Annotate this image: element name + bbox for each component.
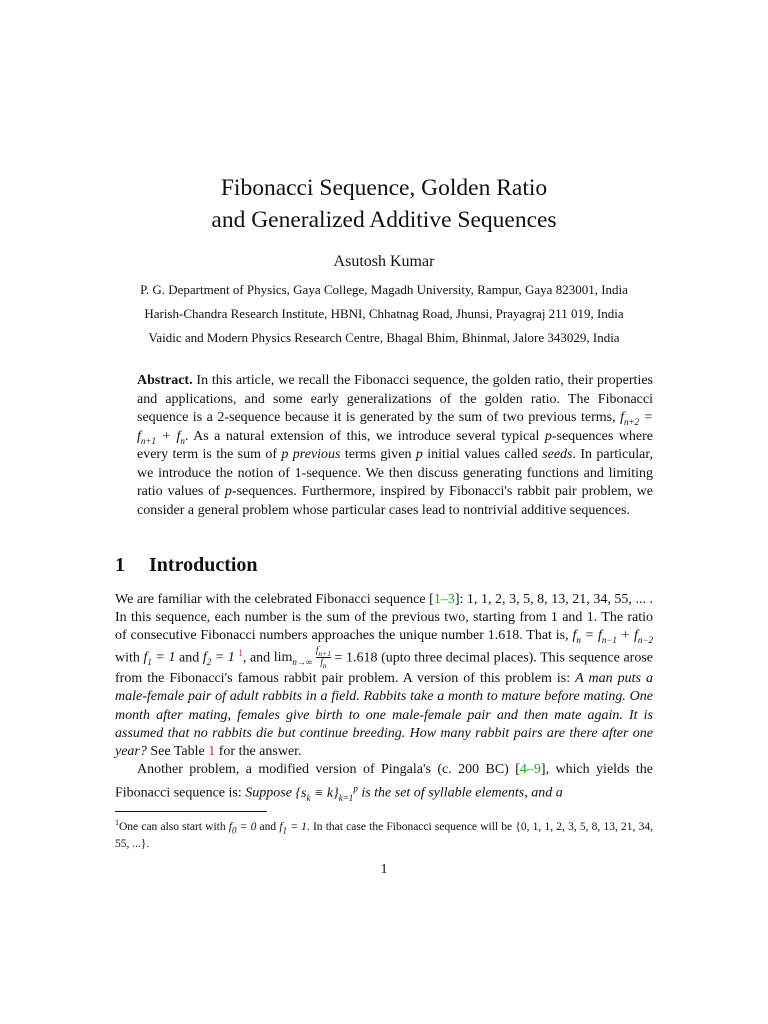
body-text: Another problem, a modified version of Pingala's (c. 200 BC) [ [137, 762, 520, 778]
abstract-label: Abstract. [137, 373, 193, 388]
title-line-2: and Generalized Additive Sequences [211, 207, 557, 233]
math-limit: $\lim_{n\to\infty} \frac{f_{n+1}}{f_n}$ [273, 644, 331, 671]
author-name: Asutosh Kumar [333, 253, 435, 270]
footnote-text: . In that case the Fibonacci sequence will be [306, 820, 516, 833]
abstract-text: In this article, we recall the Fibonacci sequence, the golden ratio, their properties and applications, and some early generalizations of the golden ratio. The Fibonacci sequence is a 2-sequence because it is generated by the sum of two previous terms, [137, 373, 653, 425]
body-text: and [175, 650, 203, 666]
citation-link[interactable]: 9 [533, 762, 541, 778]
section-number: 1 [115, 554, 125, 576]
table-link[interactable]: 1 [208, 744, 216, 760]
body-text: We are familiar with the celebrated Fibonacci sequence [ [115, 592, 434, 607]
footnote-mark: 1 [115, 818, 119, 827]
paragraph-1 [115, 591, 653, 761]
footnote-divider [115, 811, 267, 812]
math-set: $\{s_k \equiv k\}_{k=1}^p$ [295, 783, 358, 803]
body-text: , and [242, 650, 274, 666]
body-text: for the answer. [215, 744, 302, 760]
math-p: p [281, 447, 293, 462]
page-number: 1 [380, 862, 388, 877]
footnote-text: . [146, 837, 150, 850]
body-text: ], which yields the Fibonacci sequence is: [115, 762, 653, 802]
math-f1: $f_1 = 1$ [279, 820, 307, 836]
math-f2: $f_2 = 1$ [202, 650, 235, 667]
citation-sep: – [526, 762, 534, 778]
abstract-text: -sequences where every term is the sum of [137, 428, 653, 462]
body-text: See Table [146, 744, 209, 760]
math-fn: $f_n = f_{n-1} + f_{n-2}$ [572, 628, 653, 646]
body-text: = 1.618 (upto three decimal places). This sequence arose from the Fibonacci's famous rabbit pair problem. A version of this problem is: [115, 650, 653, 687]
rabbit-problem: A man puts a male-female pair of adult rabbits in a field. Rabbits take a month to mature before mating. One month after mating, females give birth to one male-female pair and then mate again. It is assumed that no rabbits die but continue breeding. How many rabbit pairs are there after one year? [115, 671, 653, 760]
abstract-text: terms given [340, 447, 416, 462]
abstract-text: initial values called [422, 447, 543, 462]
section-title: Introduction [149, 554, 258, 576]
recurrence-formula: $f_{n+2} = f_{n+1} + f_n$ [137, 410, 653, 446]
affiliation-2: Harish-Chandra Research Institute, HBNI, Chhatnag Road, Jhunsi, Prayagraj 211 019, India [144, 306, 624, 321]
math-f0: $f_0 = 0$ [228, 820, 257, 836]
citation-link[interactable]: 4 [519, 762, 527, 778]
body-text: with [115, 650, 144, 666]
paper-title [0, 172, 768, 236]
title-line-1: Fibonacci Sequence, Golden Ratio [220, 175, 548, 201]
footnote-text: One can also start with [119, 820, 229, 833]
abstract-text: . As a natural extension of this, we introduce several typical [184, 428, 545, 444]
footnote-link[interactable]: 1 [238, 647, 243, 658]
section-heading [115, 554, 258, 577]
math-p: p [544, 428, 552, 444]
affiliation-3: Vaidic and Modern Physics Research Centre, Bhagal Bhim, Bhinmal, Jalore 343029, India [148, 330, 620, 345]
affiliations [0, 278, 768, 350]
citation-link[interactable]: 1 [433, 592, 441, 607]
abstract-text: -sequences. Furthermore, inspired by Fibonacci's rabbit pair problem, we consider a general problem whose particular cases lead to nontrivial additive sequences. [137, 484, 653, 518]
emphasis-seeds: seeds [542, 447, 573, 462]
paragraph-2 [115, 761, 653, 803]
citation-link[interactable]: 3 [447, 592, 455, 607]
affiliation-1: P. G. Department of Physics, Gaya College, Magadh University, Rampur, Gaya 823001, India [140, 282, 628, 297]
math-p: p [224, 484, 232, 499]
abstract [137, 372, 653, 520]
body-text: is the set of syllable elements, and a [357, 786, 563, 802]
citation-sep: – [440, 592, 448, 607]
math-fraction: $\frac{f_{n+1}}{f_n}$ [315, 644, 331, 671]
introduction-body [115, 591, 653, 803]
footnote-text: and [256, 820, 280, 833]
emphasis-previous: previous [292, 447, 341, 462]
body-text: ]: 1, 1, 2, 3, 5, 8, 13, 21, 34, 55, ... . In this sequence, each number is the sum of the previous two, starting from 1 and 1. The ratio of consecutive Fibonacci numbers approaches the unique number 1.618. That is, [115, 592, 653, 644]
footnote-set: {0, 1, 1, 2, 3, 5, 8, 13, 21, 34, 55, ...} [115, 820, 653, 850]
abstract-text: . In particular, we introduce the notion of 1-sequence. We then discuss generating functions and limiting ratio values of [137, 447, 653, 499]
math-p: p [415, 447, 423, 462]
footnote [115, 814, 653, 853]
math-f1: $f_1 = 1$ [143, 650, 176, 667]
body-text: Suppose [245, 786, 296, 802]
